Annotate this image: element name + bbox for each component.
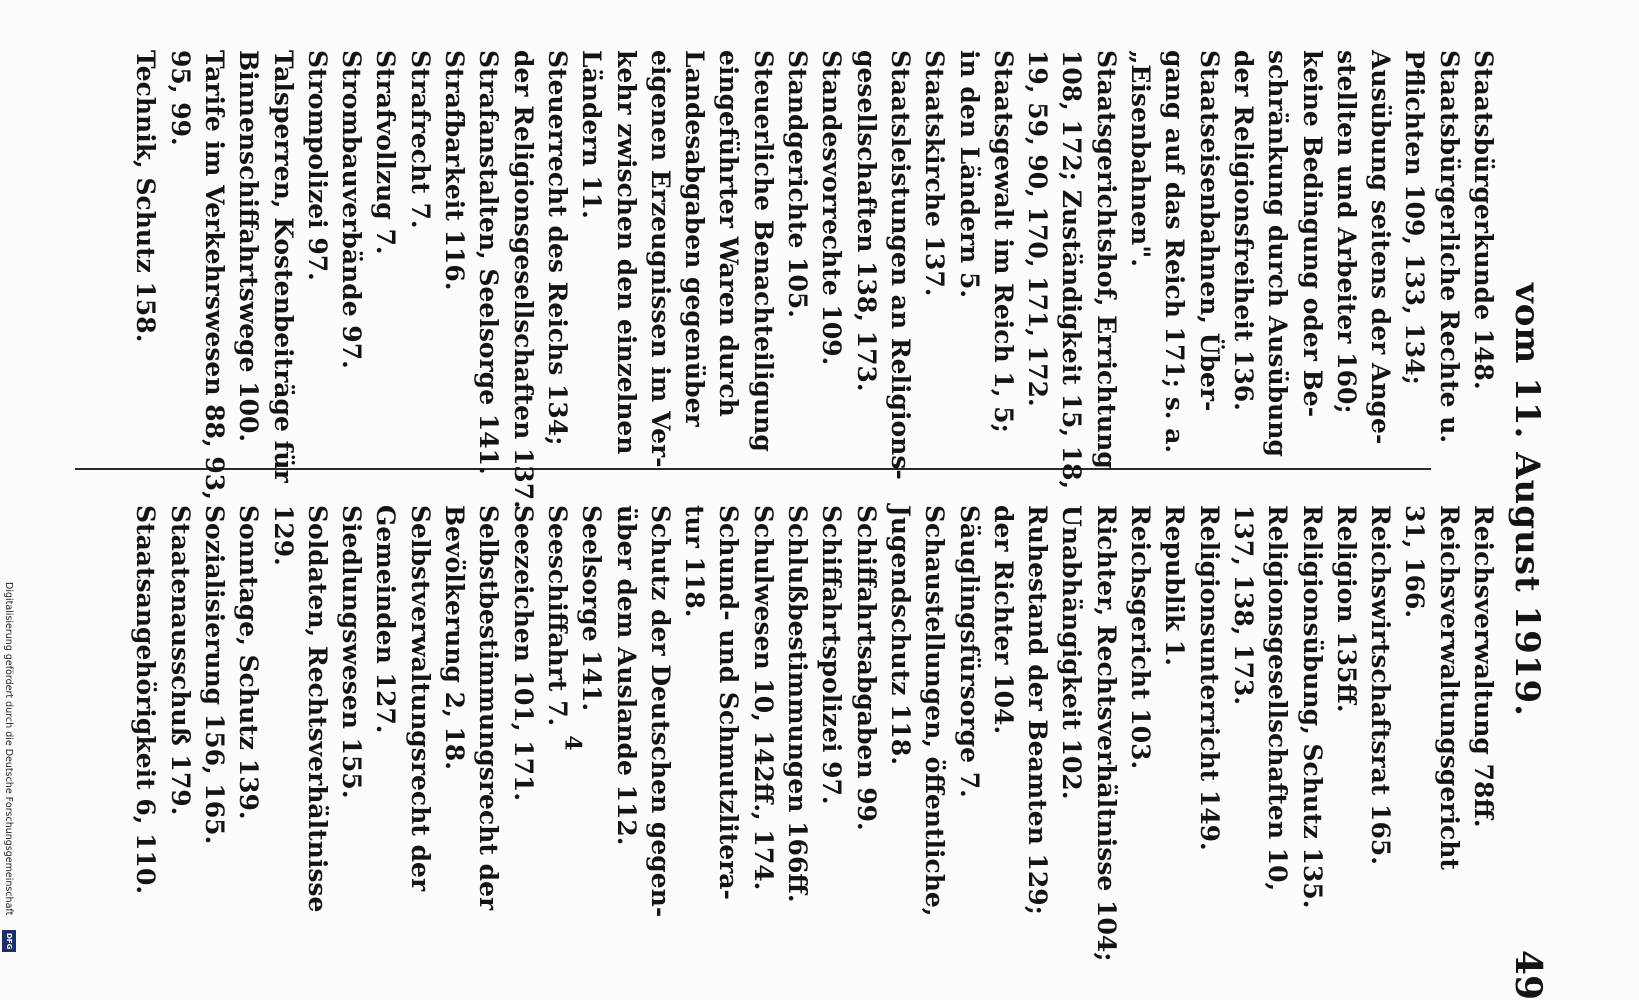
index-entry: Binnenschiffahrtswege 100. — [234, 50, 264, 443]
index-entry: Strompolizei 97. — [302, 50, 332, 281]
index-entry: Strafrecht 7. — [405, 50, 435, 229]
index-entry: Reichswirtschaftsrat 165. — [1366, 505, 1396, 865]
index-entry: Bevölkerung 2, 18. — [440, 505, 470, 770]
index-entry: Ausübung seitens der Ange- — [1366, 50, 1396, 445]
index-entry: eingeführter Waren durch — [714, 50, 744, 417]
index-entry: Strombauverbände 97. — [337, 50, 367, 369]
index-entry: 129. — [268, 505, 298, 566]
index-entry: Seeschiffahrt 7. — [542, 505, 572, 727]
index-entry: über dem Auslande 112. — [611, 505, 641, 846]
index-entry: schränkung durch Ausübung — [1263, 50, 1293, 457]
index-entry: Staatsbürgerliche Rechte u. — [1434, 50, 1464, 444]
index-entry: stellten und Arbeiter 160; — [1331, 50, 1361, 414]
index-entry: Schlußbestimmungen 166ff. — [783, 505, 813, 903]
index-entry: Selbstbestimmungsrecht der — [474, 505, 504, 911]
index-entry: Staatsgerichtshof, Errichtung — [1091, 50, 1121, 469]
index-entry: Seezeichen 101, 171. — [508, 505, 538, 802]
index-entry: Gemeinden 127. — [371, 505, 401, 734]
index-entry: Staatsangehörigkeit 6, 110. — [131, 505, 161, 895]
index-entry: Staatseisenbahnen, Über- — [1194, 50, 1224, 412]
index-entry: 137, 138, 173. — [1228, 505, 1258, 706]
index-entry: Staatenausschuß 179. — [165, 505, 195, 816]
page-title: vom 11. August 1919. — [1507, 283, 1547, 717]
index-entry: Religionsunterricht 149. — [1194, 505, 1224, 851]
index-entry: Tarife im Verkehrswesen 88, 93, — [200, 50, 230, 500]
index-entry: Schiffahrtsabgaben 99. — [851, 505, 881, 831]
index-entry: der Religionsfreiheit 136. — [1228, 50, 1258, 411]
index-entry: Standgerichte 105. — [783, 50, 813, 318]
digitization-note — [0, 582, 14, 932]
index-entry: tur 118. — [680, 505, 710, 618]
index-entry: Pflichten 109, 133, 134; — [1400, 50, 1430, 385]
index-entry: Strafbarkeit 116. — [440, 50, 470, 291]
index-entry: Religion 135ff. — [1331, 505, 1361, 713]
index-entry: 31, 166. — [1400, 505, 1430, 619]
page-number: 49 — [1507, 949, 1549, 1000]
index-entry: Steuerliche Benachteiligung — [748, 50, 778, 452]
index-entry: Jugendschutz 118. — [885, 505, 915, 766]
index-entry: Landesabgaben gegenüber — [680, 50, 710, 427]
index-entry: kehr zwischen den einzelnen — [611, 50, 641, 455]
index-entry: Republik 1. — [1160, 505, 1190, 666]
index-entry: Reichsverwaltung 78ff. — [1469, 505, 1498, 828]
index-entry: Schiffahrtspolizei 97. — [817, 505, 847, 805]
index-entry: Staatsleistungen an Religions- — [885, 50, 915, 480]
index-column-left — [128, 50, 1500, 509]
index-entry: 108, 172; Zuständigkeit 15, 18, — [1057, 50, 1087, 490]
index-entry: Ruhestand der Beamten 129; — [1023, 505, 1053, 915]
index-entry: Schaustellungen, öffentliche, — [920, 505, 950, 917]
index-entry: Sozialisierung 156, 165. — [200, 505, 230, 845]
index-entry: Säuglingsfürsorge 7. — [954, 505, 984, 798]
dfg-logo: DFG — [2, 930, 16, 952]
index-entry: Strafvollzug 7. — [371, 50, 401, 255]
digitization-note-text: Digitalisierung gefördert durch die Deutsche Forschungsgemeinschaft — [3, 582, 14, 916]
index-entry: eigenen Erzeugnissen im Ver- — [645, 50, 675, 468]
index-entry: Standesvorrechte 109. — [817, 50, 847, 366]
index-entries-right — [128, 505, 1500, 965]
index-entry: der Religionsgesellschaften 137. — [508, 50, 538, 509]
index-entry: Strafanstalten, Seelsorge 141. — [474, 50, 504, 475]
index-entry: Reichsgericht 103. — [1126, 505, 1156, 770]
index-entry: Talsperren, Kostenbeiträge für — [268, 50, 298, 483]
index-entry: gang auf das Reich 171; s. a. — [1160, 50, 1190, 454]
index-entry: Unabhängigkeit 102. — [1057, 505, 1087, 800]
index-entry: „Eisenbahnen". — [1126, 50, 1156, 267]
index-entry: Siedlungswesen 155. — [337, 505, 367, 799]
index-entry: Staatsbürgerkunde 148. — [1469, 50, 1498, 390]
index-entry: Steuerrecht des Reichs 134; — [542, 50, 572, 446]
index-entry: Soldaten, Rechtsverhältnisse — [302, 505, 332, 913]
index-entry: 95, 99. — [165, 50, 195, 146]
index-entry: keine Bedingung oder Be- — [1297, 50, 1327, 418]
index-entry: Staatsgewalt im Reich 1, 5; — [988, 50, 1018, 433]
index-entry: in den Ländern 5. — [954, 50, 984, 299]
index-entry: Schutz der Deutschen gegen- — [645, 505, 675, 918]
index-entry: Religionsgesellschaften 10, — [1263, 505, 1293, 892]
index-entry: der Richter 104. — [988, 505, 1018, 735]
index-entries-left — [128, 50, 1500, 509]
index-entry: Sonntage, Schutz 139. — [234, 505, 264, 820]
index-entry: Seelsorge 141. — [577, 505, 607, 712]
index-entry: gesellschaften 138, 173. — [851, 50, 881, 392]
index-entry: Religionsübung, Schutz 135. — [1297, 505, 1327, 909]
index-entry: Staatskirche 137. — [920, 50, 950, 297]
index-entry: 19, 59, 90, 170, 171, 172. — [1023, 50, 1053, 407]
index-entry: Schulwesen 10, 142ff., 174. — [748, 505, 778, 891]
index-column-right — [128, 505, 1500, 965]
index-entry: Ländern 11. — [577, 50, 607, 219]
index-entry: Reichsverwaltungsgericht — [1434, 505, 1464, 870]
index-entry: Schund- und Schmutzlitera- — [714, 505, 744, 900]
page-marker: 4 — [559, 735, 586, 751]
index-entry: Selbstverwaltungsrecht der — [405, 505, 435, 892]
index-entry: Technik, Schutz 158. — [131, 50, 161, 343]
index-entry: Richter, Rechtsverhältnisse 104; — [1091, 505, 1121, 962]
